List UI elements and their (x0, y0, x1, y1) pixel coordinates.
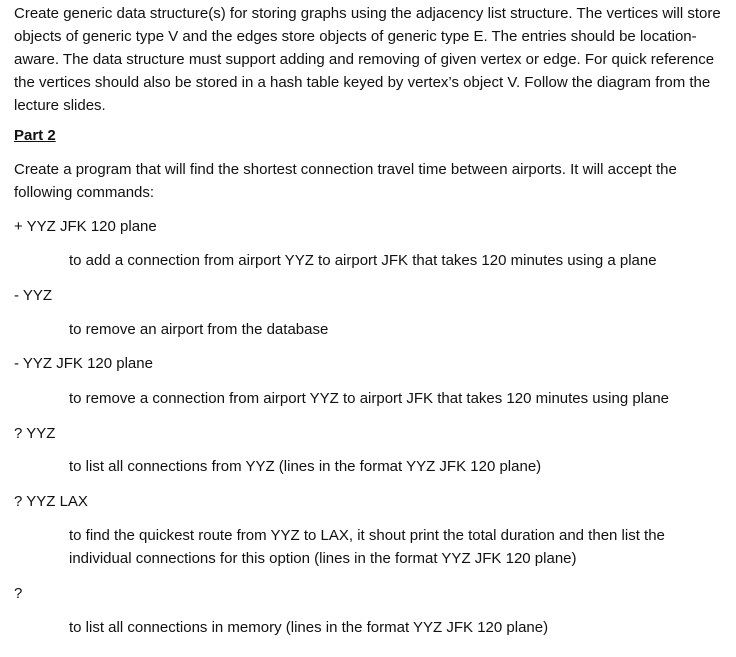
part2-paragraph: Create a program that will find the shortest connection travel time between airports. It will accept the following commands: (14, 161, 677, 201)
intro-paragraph: Create generic data structure(s) for storing graphs using the adjacency list structure. The vertices will store objects of generic type V and the edges store objects of generic type E. The entries should be location-aware. The data structure must support adding and removing of given vertex or edge. For quick reference the vertices should also be stored in a hash table keyed by vertex’s object V. Follow the diagram from the lecture slides. (14, 5, 721, 114)
command-add-connection: + YYZ JFK 120 plane (14, 218, 157, 235)
command-list-from-desc: to list all connections from YYZ (lines in the format YYZ JFK 120 plane) (69, 458, 542, 475)
part2-heading: Part 2 (14, 127, 56, 144)
command-list-all: ? (14, 585, 23, 602)
command-add-connection-desc: to add a connection from airport YYZ to airport JFK that takes 120 minutes using a plane (69, 252, 657, 269)
command-remove-airport-desc: to remove an airport from the database (69, 321, 329, 338)
command-route: ? YYZ LAX (14, 493, 88, 510)
command-remove-airport: - YYZ (14, 287, 53, 304)
command-remove-connection-desc: to remove a connection from airport YYZ to airport JFK that takes 120 minutes using plane (69, 390, 670, 407)
command-list-all-desc: to list all connections in memory (lines in the format YYZ JFK 120 plane) (69, 619, 549, 636)
command-remove-connection: - YYZ JFK 120 plane (14, 355, 153, 372)
command-route-desc: to find the quickest route from YYZ to LAX, it shout print the total duration and then list the individual connections for this option (lines in the format YYZ JFK 120 plane) (69, 527, 665, 567)
document (14, 2, 726, 636)
command-list-from: ? YYZ (14, 425, 56, 442)
